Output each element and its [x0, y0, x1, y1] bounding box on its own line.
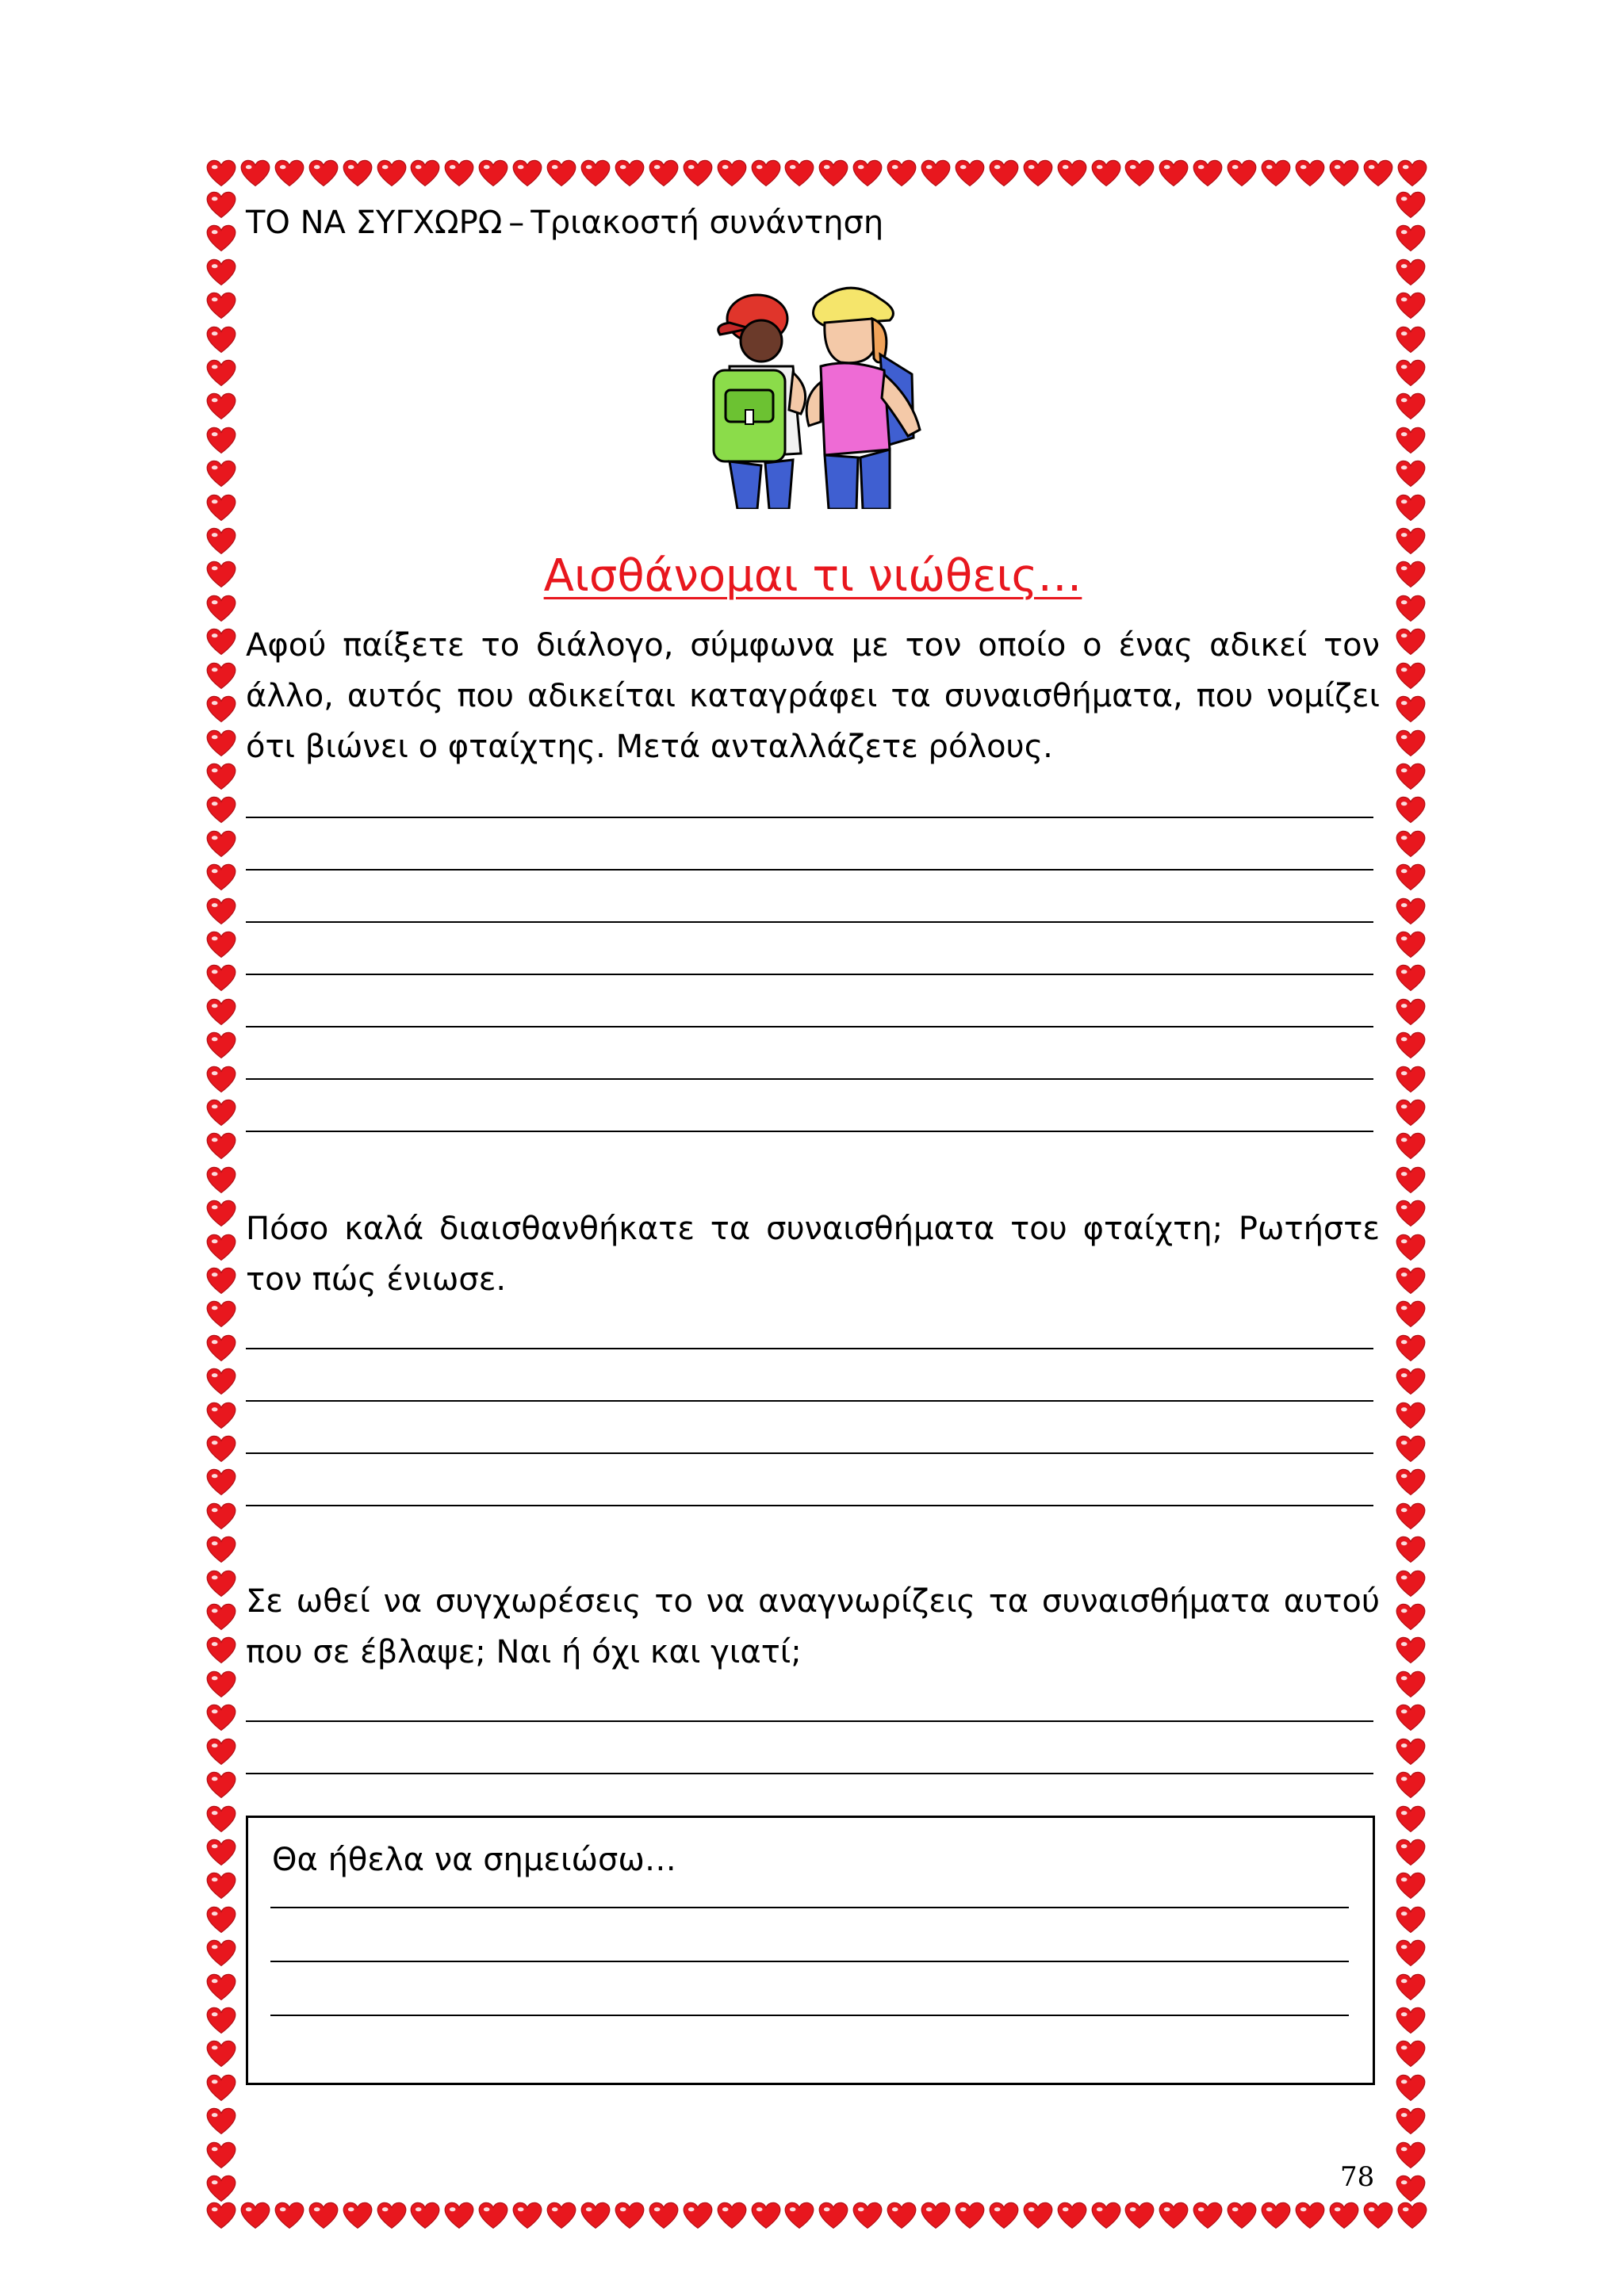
- heart-icon: [1396, 1367, 1426, 1397]
- heart-icon: [206, 2201, 236, 2231]
- heart-icon: [1124, 2201, 1155, 2231]
- heart-icon: [308, 159, 339, 189]
- heart-icon: [206, 1131, 236, 1161]
- heart-icon: [1396, 224, 1426, 254]
- heart-icon: [343, 159, 373, 189]
- heart-icon: [1396, 997, 1426, 1027]
- heart-icon: [206, 1703, 236, 1733]
- heart-icon: [206, 1636, 236, 1666]
- heart-icon: [1396, 1199, 1426, 1229]
- heart-icon: [546, 2201, 576, 2231]
- heart-icon: [206, 1031, 236, 1061]
- heart-icon: [717, 2201, 747, 2231]
- heart-icon: [206, 2006, 236, 2036]
- answer-line[interactable]: [246, 1078, 1373, 1080]
- heart-icon: [1396, 1838, 1426, 1868]
- heart-icon: [206, 1535, 236, 1565]
- heart-icon: [206, 159, 236, 189]
- heart-icon: [206, 1468, 236, 1498]
- heart-icon: [784, 159, 814, 189]
- heart-icon: [206, 729, 236, 759]
- heart-border-left: [206, 190, 238, 2204]
- heart-icon: [887, 159, 917, 189]
- heart-icon: [1396, 1770, 1426, 1800]
- heart-icon: [206, 963, 236, 993]
- heart-icon: [1396, 325, 1426, 355]
- heart-icon: [206, 1299, 236, 1330]
- heart-icon: [1396, 291, 1426, 321]
- heart-icon: [377, 159, 407, 189]
- heart-icon: [206, 897, 236, 927]
- heart-icon: [206, 459, 236, 489]
- heart-icon: [206, 358, 236, 388]
- answer-line[interactable]: [246, 1348, 1373, 1349]
- heart-icon: [1091, 2201, 1121, 2231]
- heart-icon: [1396, 1233, 1426, 1263]
- heart-icon: [206, 1602, 236, 1632]
- heart-icon: [955, 2201, 985, 2231]
- heart-icon: [989, 2201, 1019, 2231]
- heart-icon: [206, 325, 236, 355]
- heart-icon: [206, 1804, 236, 1835]
- heart-icon: [1396, 2073, 1426, 2103]
- heart-icon: [1396, 459, 1426, 489]
- question-paragraph-1: Πόσο καλά διαισθανθήκατε τα συναισθήματα του φταίχτη; Ρωτήστε τον πώς ένιωσε.: [246, 1211, 1380, 1298]
- heart-icon: [1396, 1031, 1426, 1061]
- heart-icon: [206, 291, 236, 321]
- heart-icon: [1396, 930, 1426, 960]
- heart-icon: [1396, 1905, 1426, 1935]
- heart-icon: [1396, 729, 1426, 759]
- answer-line[interactable]: [246, 1400, 1373, 1402]
- answer-line[interactable]: [246, 1773, 1373, 1774]
- answer-line[interactable]: [246, 869, 1373, 871]
- heart-icon: [751, 159, 781, 189]
- heart-icon: [1396, 661, 1426, 691]
- heart-border-bottom: [206, 2201, 1427, 2236]
- note-line[interactable]: [270, 1907, 1349, 1908]
- heart-icon: [274, 2201, 304, 2231]
- heart-icon: [206, 1973, 236, 2003]
- heart-icon: [1396, 627, 1426, 657]
- heart-icon: [206, 627, 236, 657]
- heart-icon: [240, 159, 270, 189]
- heart-icon: [1396, 1334, 1426, 1364]
- heart-icon: [580, 159, 611, 189]
- heart-icon: [1057, 159, 1087, 189]
- heart-icon: [206, 661, 236, 691]
- heart-icon: [1261, 2201, 1291, 2231]
- heart-icon: [1396, 2039, 1426, 2069]
- heart-icon: [1329, 159, 1359, 189]
- heart-icon: [206, 594, 236, 624]
- heart-icon: [1363, 2201, 1393, 2231]
- heart-icon: [1396, 1131, 1426, 1161]
- heart-icon: [1396, 1973, 1426, 2003]
- heart-icon: [1396, 526, 1426, 557]
- heart-icon: [206, 1770, 236, 1800]
- page-number: 78: [1340, 2161, 1375, 2193]
- instruction-paragraph: Αφού παίξετε το διάλογο, σύμφωνα με τον οποίο ο ένας αδικεί τον άλλο, αυτός που αδικείται καταγράφει τα συναισθήματα, που νομίζει ότι βιώνει ο φταίχτης. Μετά ανταλλάζετε ρόλους.: [246, 627, 1380, 765]
- heart-icon: [1396, 1938, 1426, 1969]
- heart-icon: [683, 2201, 713, 2231]
- note-line[interactable]: [270, 2015, 1349, 2016]
- answer-lines-3: [246, 1720, 1373, 1774]
- answer-line[interactable]: [246, 1131, 1373, 1132]
- header-session: Τριακοστή συνάντηση: [530, 205, 884, 241]
- heart-icon: [206, 997, 236, 1027]
- answer-line[interactable]: [246, 1452, 1373, 1454]
- heart-icon: [1396, 493, 1426, 523]
- heart-icon: [206, 1938, 236, 1969]
- heart-icon: [206, 493, 236, 523]
- heart-icon: [1124, 159, 1155, 189]
- heart-icon: [1396, 897, 1426, 927]
- heart-icon: [1396, 1569, 1426, 1599]
- answer-line[interactable]: [246, 921, 1373, 923]
- heart-icon: [1023, 2201, 1053, 2231]
- heart-icon: [206, 795, 236, 825]
- heart-icon: [1396, 1502, 1426, 1532]
- heart-icon: [751, 2201, 781, 2231]
- heart-icon: [955, 159, 985, 189]
- heart-icon: [1396, 1703, 1426, 1733]
- heart-icon: [1396, 1871, 1426, 1901]
- heart-icon: [206, 426, 236, 456]
- heart-icon: [1396, 190, 1426, 220]
- heart-icon: [1396, 1434, 1426, 1464]
- heart-icon: [1396, 963, 1426, 993]
- heart-icon: [1159, 159, 1189, 189]
- heart-icon: [818, 2201, 848, 2231]
- heart-icon: [1295, 2201, 1325, 2231]
- heart-icon: [444, 159, 474, 189]
- heart-icon: [1396, 695, 1426, 725]
- heart-icon: [478, 159, 508, 189]
- answer-line[interactable]: [246, 974, 1373, 975]
- heart-icon: [989, 159, 1019, 189]
- heart-icon: [1363, 159, 1393, 189]
- heart-icon: [887, 2201, 917, 2231]
- heart-icon: [1396, 1401, 1426, 1431]
- answer-line[interactable]: [246, 1026, 1373, 1027]
- heart-icon: [206, 1838, 236, 1868]
- heart-icon: [1295, 159, 1325, 189]
- heart-icon: [206, 2107, 236, 2137]
- heart-icon: [1057, 2201, 1087, 2231]
- heart-icon: [206, 1434, 236, 1464]
- heart-icon: [206, 526, 236, 557]
- heart-icon: [206, 829, 236, 859]
- heart-icon: [1396, 2006, 1426, 2036]
- heart-icon: [1396, 1165, 1426, 1196]
- heart-icon: [1396, 795, 1426, 825]
- heart-icon: [343, 2201, 373, 2231]
- answer-line[interactable]: [246, 1505, 1373, 1506]
- heart-icon: [580, 2201, 611, 2231]
- heart-icon: [206, 762, 236, 792]
- heart-icon: [818, 159, 848, 189]
- heart-icon: [206, 1165, 236, 1196]
- heart-icon: [649, 2201, 679, 2231]
- heart-icon: [206, 930, 236, 960]
- heart-icon: [1396, 1098, 1426, 1128]
- heart-icon: [240, 2201, 270, 2231]
- heart-icon: [1396, 426, 1426, 456]
- heart-icon: [1397, 2201, 1427, 2231]
- heart-border-right: [1396, 190, 1427, 2204]
- heart-icon: [206, 1065, 236, 1095]
- heart-icon: [206, 863, 236, 893]
- heart-icon: [1396, 2107, 1426, 2137]
- heart-icon: [1023, 159, 1053, 189]
- heart-icon: [921, 159, 951, 189]
- header-separator: –: [508, 205, 525, 241]
- heart-icon: [1329, 2201, 1359, 2231]
- heart-icon: [546, 159, 576, 189]
- heart-icon: [1396, 1535, 1426, 1565]
- heart-icon: [1396, 258, 1426, 288]
- answer-line[interactable]: [246, 1720, 1373, 1722]
- heart-icon: [206, 392, 236, 422]
- heart-icon: [206, 1401, 236, 1431]
- heart-icon: [206, 560, 236, 590]
- heart-icon: [1396, 863, 1426, 893]
- heart-icon: [1227, 159, 1257, 189]
- heart-icon: [1396, 1737, 1426, 1767]
- two-kids-with-backpacks-illustration: [682, 279, 936, 509]
- heart-icon: [649, 159, 679, 189]
- heart-icon: [1396, 1804, 1426, 1835]
- heart-icon: [206, 190, 236, 220]
- heart-icon: [1396, 1468, 1426, 1498]
- heart-icon: [1396, 762, 1426, 792]
- answer-lines-1: [246, 817, 1373, 1132]
- heart-icon: [206, 1502, 236, 1532]
- heart-icon: [717, 159, 747, 189]
- heart-icon: [852, 159, 883, 189]
- note-line[interactable]: [270, 1961, 1349, 1962]
- heart-icon: [512, 159, 542, 189]
- heart-icon: [478, 2201, 508, 2231]
- heart-icon: [377, 2201, 407, 2231]
- heart-icon: [1396, 560, 1426, 590]
- heart-icon: [308, 2201, 339, 2231]
- note-box: [246, 1816, 1375, 2085]
- heart-icon: [206, 2039, 236, 2069]
- heart-icon: [1091, 159, 1121, 189]
- heart-icon: [1396, 358, 1426, 388]
- heart-icon: [206, 224, 236, 254]
- heart-icon: [1396, 594, 1426, 624]
- heart-icon: [615, 159, 645, 189]
- heart-icon: [206, 1871, 236, 1901]
- heart-icon: [1396, 1065, 1426, 1095]
- heart-icon: [206, 1569, 236, 1599]
- heart-icon: [206, 2073, 236, 2103]
- question-paragraph-2: Σε ωθεί να συγχωρέσεις το να αναγνωρίζεις τα συναισθήματα αυτού που σε έβλαψε; Ναι ή όχι και γιατί;: [246, 1583, 1380, 1670]
- heart-icon: [1159, 2201, 1189, 2231]
- heart-icon: [683, 159, 713, 189]
- heart-icon: [615, 2201, 645, 2231]
- heart-border-top: [206, 159, 1427, 193]
- heart-icon: [1396, 2174, 1426, 2204]
- heart-icon: [206, 2174, 236, 2204]
- heart-icon: [206, 1905, 236, 1935]
- heart-icon: [206, 1737, 236, 1767]
- heart-icon: [206, 1098, 236, 1128]
- note-lines: [270, 1907, 1349, 2016]
- heart-icon: [512, 2201, 542, 2231]
- heart-icon: [1261, 159, 1291, 189]
- heart-icon: [1396, 1636, 1426, 1666]
- heart-icon: [206, 695, 236, 725]
- answer-line[interactable]: [246, 817, 1373, 818]
- heart-icon: [1396, 1602, 1426, 1632]
- heart-icon: [1227, 2201, 1257, 2231]
- heart-icon: [1396, 2141, 1426, 2171]
- heart-icon: [206, 2141, 236, 2171]
- heart-icon: [1396, 829, 1426, 859]
- heart-icon: [206, 258, 236, 288]
- heart-icon: [206, 1233, 236, 1263]
- heart-icon: [1396, 1266, 1426, 1296]
- heart-icon: [410, 2201, 440, 2231]
- heart-icon: [1396, 392, 1426, 422]
- heart-icon: [1397, 159, 1427, 189]
- heart-icon: [410, 159, 440, 189]
- heart-icon: [444, 2201, 474, 2231]
- heart-icon: [1193, 159, 1223, 189]
- heart-icon: [206, 1670, 236, 1700]
- heart-icon: [206, 1367, 236, 1397]
- heart-icon: [1396, 1299, 1426, 1330]
- header-topic: ΤΟ ΝΑ ΣΥΓΧΩΡΩ: [246, 205, 503, 241]
- note-title: Θα ήθελα να σημειώσω…: [272, 1842, 676, 1878]
- heart-icon: [852, 2201, 883, 2231]
- heart-icon: [1396, 1670, 1426, 1700]
- heart-icon: [1193, 2201, 1223, 2231]
- heart-icon: [206, 1266, 236, 1296]
- worksheet-title: Αισθάνομαι τι νιώθεις…: [543, 550, 1082, 602]
- heart-icon: [206, 1334, 236, 1364]
- heart-icon: [206, 1199, 236, 1229]
- page-header: [246, 205, 883, 241]
- heart-icon: [784, 2201, 814, 2231]
- answer-lines-2: [246, 1348, 1373, 1506]
- heart-icon: [274, 159, 304, 189]
- heart-icon: [921, 2201, 951, 2231]
